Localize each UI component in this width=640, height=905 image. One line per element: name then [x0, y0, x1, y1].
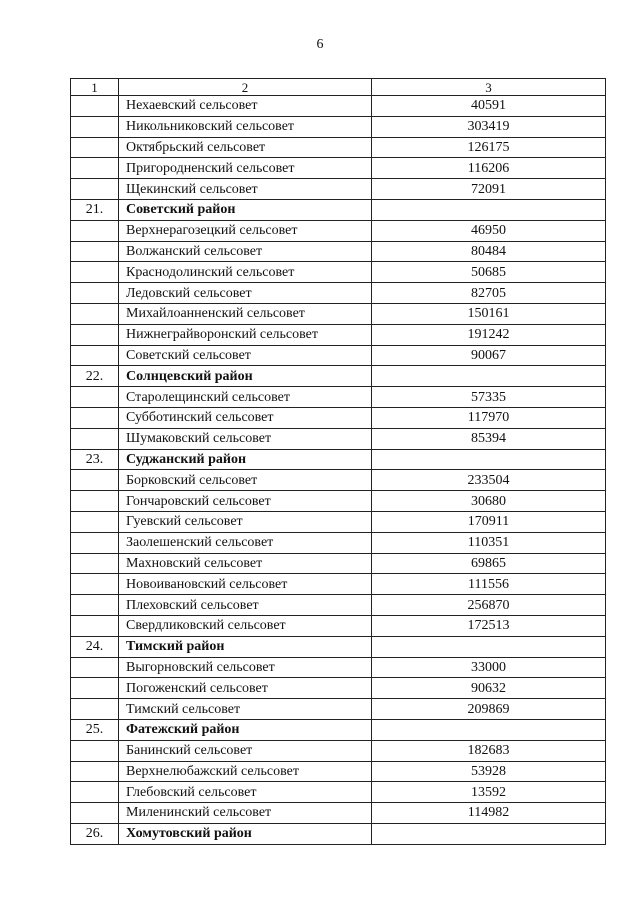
value-cell: 126175: [372, 137, 606, 158]
council-name-cell: Октябрьский сельсовет: [119, 137, 372, 158]
council-name-cell: Старолещинский сельсовет: [119, 387, 372, 408]
value-cell: 303419: [372, 116, 606, 137]
row-number-cell: [71, 491, 119, 512]
council-name-cell: Миленинский сельсовет: [119, 803, 372, 824]
value-cell: 170911: [372, 511, 606, 532]
council-name-cell: Михайлоанненский сельсовет: [119, 303, 372, 324]
header-cell-number: 1: [71, 79, 119, 96]
value-cell: 40591: [372, 96, 606, 117]
table-row: [71, 678, 606, 699]
table-row: [71, 324, 606, 345]
table-row: [71, 303, 606, 324]
council-name-cell: Нижнеграйворонский сельсовет: [119, 324, 372, 345]
row-number-cell: [71, 657, 119, 678]
district-name-cell: Советский район: [119, 199, 372, 220]
council-name-cell: Борковский сельсовет: [119, 470, 372, 491]
district-name-cell: Суджанский район: [119, 449, 372, 470]
row-number-cell: 23.: [71, 449, 119, 470]
row-number-cell: [71, 615, 119, 636]
district-name-cell: Хомутовский район: [119, 823, 372, 844]
council-name-cell: Выгорновский сельсовет: [119, 657, 372, 678]
value-cell: 13592: [372, 782, 606, 803]
council-name-cell: Махновский сельсовет: [119, 553, 372, 574]
value-cell: [372, 449, 606, 470]
council-name-cell: Верхнерагозецкий сельсовет: [119, 220, 372, 241]
value-cell: [372, 719, 606, 740]
row-number-cell: [71, 407, 119, 428]
district-row: [71, 823, 606, 844]
value-cell: [372, 636, 606, 657]
council-name-cell: Никольниковский сельсовет: [119, 116, 372, 137]
row-number-cell: [71, 553, 119, 574]
value-cell: 110351: [372, 532, 606, 553]
table-row: [71, 761, 606, 782]
row-number-cell: [71, 470, 119, 491]
row-number-cell: [71, 241, 119, 262]
district-name-cell: Фатежский район: [119, 719, 372, 740]
table-row: [71, 511, 606, 532]
table-row: [71, 803, 606, 824]
page-number: 6: [316, 37, 324, 52]
value-cell: [372, 366, 606, 387]
row-number-cell: [71, 220, 119, 241]
row-number-cell: [71, 740, 119, 761]
council-name-cell: Тимский сельсовет: [119, 699, 372, 720]
table-row: [71, 491, 606, 512]
table-row: [71, 574, 606, 595]
table-row: [71, 699, 606, 720]
table-row: [71, 595, 606, 616]
table-row: [71, 116, 606, 137]
value-cell: 53928: [372, 761, 606, 782]
district-name-cell: Солнцевский район: [119, 366, 372, 387]
value-cell: 33000: [372, 657, 606, 678]
council-name-cell: Погоженский сельсовет: [119, 678, 372, 699]
row-number-cell: [71, 678, 119, 699]
table-row: [71, 470, 606, 491]
row-number-cell: [71, 699, 119, 720]
table-row: [71, 428, 606, 449]
value-cell: 209869: [372, 699, 606, 720]
allocation-table: [70, 78, 606, 845]
row-number-cell: [71, 303, 119, 324]
row-number-cell: [71, 96, 119, 117]
council-name-cell: Глебовский сельсовет: [119, 782, 372, 803]
row-number-cell: [71, 574, 119, 595]
value-cell: 191242: [372, 324, 606, 345]
value-cell: 117970: [372, 407, 606, 428]
value-cell: 90632: [372, 678, 606, 699]
council-name-cell: Новоивановский сельсовет: [119, 574, 372, 595]
table-row: [71, 387, 606, 408]
table-row: [71, 345, 606, 366]
value-cell: 57335: [372, 387, 606, 408]
row-number-cell: [71, 595, 119, 616]
row-number-cell: [71, 511, 119, 532]
value-cell: 90067: [372, 345, 606, 366]
table-row: [71, 407, 606, 428]
row-number-cell: [71, 137, 119, 158]
header-cell-value: 3: [372, 79, 606, 96]
table-row: [71, 553, 606, 574]
council-name-cell: Плеховский сельсовет: [119, 595, 372, 616]
table-row: [71, 740, 606, 761]
council-name-cell: Шумаковский сельсовет: [119, 428, 372, 449]
table-row: [71, 532, 606, 553]
table-row: [71, 782, 606, 803]
council-name-cell: Банинский сельсовет: [119, 740, 372, 761]
row-number-cell: [71, 116, 119, 137]
value-cell: 80484: [372, 241, 606, 262]
value-cell: 256870: [372, 595, 606, 616]
value-cell: [372, 199, 606, 220]
row-number-cell: [71, 803, 119, 824]
row-number-cell: [71, 345, 119, 366]
value-cell: 82705: [372, 283, 606, 304]
table-row: [71, 657, 606, 678]
council-name-cell: Краснодолинский сельсовет: [119, 262, 372, 283]
table-row: [71, 262, 606, 283]
table-body: [71, 79, 606, 845]
council-name-cell: Щекинский сельсовет: [119, 179, 372, 200]
row-number-cell: 24.: [71, 636, 119, 657]
header-cell-name: 2: [119, 79, 372, 96]
table-row: [71, 283, 606, 304]
table-row: [71, 241, 606, 262]
row-number-cell: 22.: [71, 366, 119, 387]
council-name-cell: Ледовский сельсовет: [119, 283, 372, 304]
value-cell: 111556: [372, 574, 606, 595]
row-number-cell: 21.: [71, 199, 119, 220]
table-row: [71, 615, 606, 636]
council-name-cell: Волжанский сельсовет: [119, 241, 372, 262]
district-row: [71, 366, 606, 387]
table-row: [71, 158, 606, 179]
value-cell: 85394: [372, 428, 606, 449]
value-cell: 46950: [372, 220, 606, 241]
council-name-cell: Гончаровский сельсовет: [119, 491, 372, 512]
value-cell: [372, 823, 606, 844]
row-number-cell: [71, 761, 119, 782]
row-number-cell: 25.: [71, 719, 119, 740]
row-number-cell: [71, 428, 119, 449]
value-cell: 50685: [372, 262, 606, 283]
council-name-cell: Субботинский сельсовет: [119, 407, 372, 428]
row-number-cell: 26.: [71, 823, 119, 844]
district-row: [71, 719, 606, 740]
value-cell: 233504: [372, 470, 606, 491]
value-cell: 150161: [372, 303, 606, 324]
district-row: [71, 636, 606, 657]
row-number-cell: [71, 262, 119, 283]
table-row: [71, 137, 606, 158]
council-name-cell: Пригородненский сельсовет: [119, 158, 372, 179]
row-number-cell: [71, 387, 119, 408]
district-name-cell: Тимский район: [119, 636, 372, 657]
council-name-cell: Верхнелюбажский сельсовет: [119, 761, 372, 782]
table-header-row: [71, 79, 606, 96]
council-name-cell: Нехаевский сельсовет: [119, 96, 372, 117]
value-cell: 114982: [372, 803, 606, 824]
table-row: [71, 220, 606, 241]
district-row: [71, 199, 606, 220]
value-cell: 116206: [372, 158, 606, 179]
table-row: [71, 96, 606, 117]
row-number-cell: [71, 158, 119, 179]
row-number-cell: [71, 532, 119, 553]
value-cell: 30680: [372, 491, 606, 512]
value-cell: 172513: [372, 615, 606, 636]
value-cell: 72091: [372, 179, 606, 200]
council-name-cell: Гуевский сельсовет: [119, 511, 372, 532]
row-number-cell: [71, 283, 119, 304]
value-cell: 69865: [372, 553, 606, 574]
value-cell: 182683: [372, 740, 606, 761]
council-name-cell: Свердликовский сельсовет: [119, 615, 372, 636]
row-number-cell: [71, 782, 119, 803]
council-name-cell: Заолешенский сельсовет: [119, 532, 372, 553]
table-row: [71, 179, 606, 200]
council-name-cell: Советский сельсовет: [119, 345, 372, 366]
district-row: [71, 449, 606, 470]
row-number-cell: [71, 179, 119, 200]
row-number-cell: [71, 324, 119, 345]
